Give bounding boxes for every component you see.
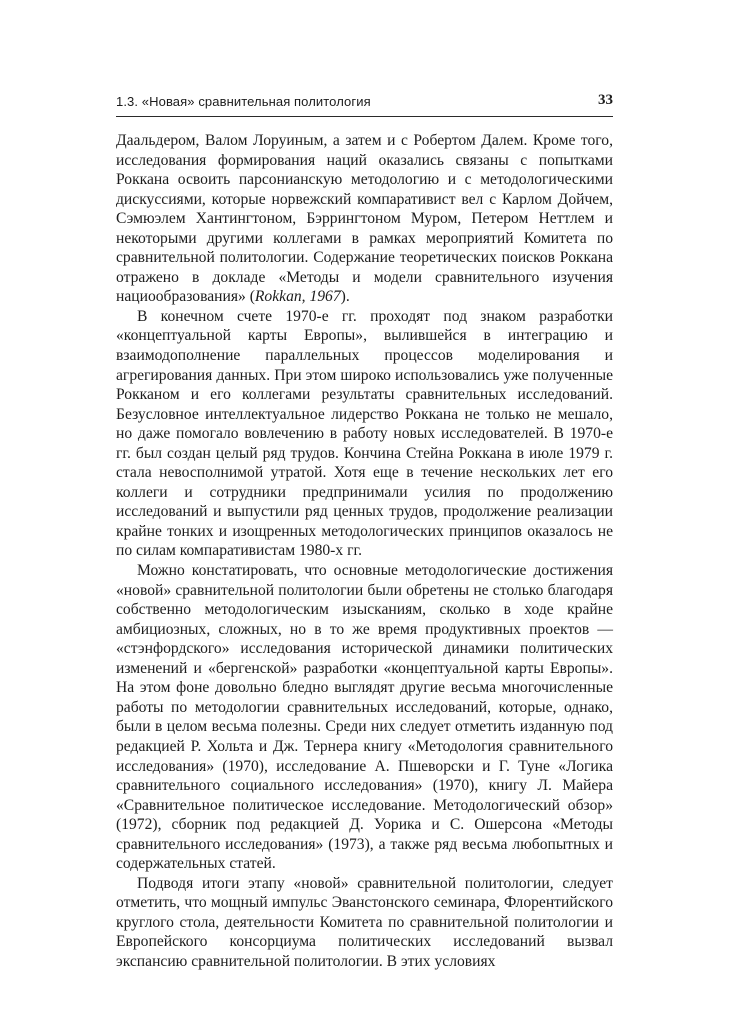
- running-head: 1.3. «Новая» сравнительная политология: [116, 94, 371, 109]
- paragraph: Можно констатировать, что основные методологические достижения «новой» сравнительной политологии были обретены не столько благодаря собственно методологическим изысканиям, сколько в ходе крайне амбициозных, сложных, но в то же время продуктивных проектов — «стэнфордского» исследования исторической динамики политических изменений и «бергенской» разработки «концептуальной карты Европы». На этом фоне довольно бледно выглядят другие весьма многочисленные работы по методологии сравнительных исследований, которые, однако, были в целом весьма полезны. Среди них следует отметить изданную под редакцией Р. Хольта и Дж. Тернера книгу «Методология сравнительного исследования» (1970), исследование А. Пшеворски и Г. Туне «Логика сравнительного социального исследования» (1970), книгу Л. Майера «Сравнительное политическое исследование. Методологический обзор» (1972), сборник под редакцией Д. Уорика и С. Ошерсона «Методы сравнительного исследования» (1973), а также ряд весьма любопытных и содержательных статей.: [116, 562, 613, 873]
- paragraph: [116, 131, 613, 307]
- paragraph-text-end: ).: [340, 288, 350, 306]
- page-number: 33: [598, 92, 613, 108]
- paragraph-text: Даальдером, Валом Лоруиным, а затем и с Робертом Далем. Кроме того, исследования формирования наций оказались связаны с попытками Роккана освоить парсонианскую методологию и с методологическими дискуссиями, которые норвежский компаративист вел с Карлом Дойчем, Сэмюэлем Хантингтоном, Бэррингтоном Муром, Петером Неттлем и некоторыми другими коллегами в рамках мероприятий Комитета по сравнительной политологии. Содержание теоретических поисков Роккана отражено в докладе «Методы и модели сравнительного изучения нациообразования» (: [116, 132, 613, 306]
- page-header: [116, 90, 613, 117]
- citation: Rokkan, 1967: [254, 288, 341, 306]
- paragraph: В конечном счете 1970-е гг. проходят под знаком разработки «концептуальной карты Европы», вылившейся в интеграцию и взаимодополнение параллельных процессов моделирования и агрегирования данных. При этом широко использовались уже полученные Рокканом и его коллегами результаты сравнительных исследований. Безусловное интеллектуальное лидерство Роккана не только не мешало, но даже помогало вовлечению в работу новых исследователей. В 1970-е гг. был создан целый ряд трудов. Кончина Стейна Роккана в июле 1979 г. стала невосполнимой утратой. Хотя еще в течение нескольких лет его коллеги и сотрудники предпринимали усилия по продолжению исследований и выпустили ряд ценных трудов, продолжение реализации крайне тонких и изощренных методологических принципов оказалось не по силам компаративистам 1980-х гг.: [116, 307, 613, 560]
- body-text: [116, 131, 613, 972]
- paragraph: Подводя итоги этапу «новой» сравнительной политологии, следует отметить, что мощный импульс Эванстонского семинара, Флорентийского круглого стола, деятельности Комитета по сравнительной политологии и Европейского консорциума политических исследований вызвал экспансию сравнительной политологии. В этих условиях: [116, 874, 613, 970]
